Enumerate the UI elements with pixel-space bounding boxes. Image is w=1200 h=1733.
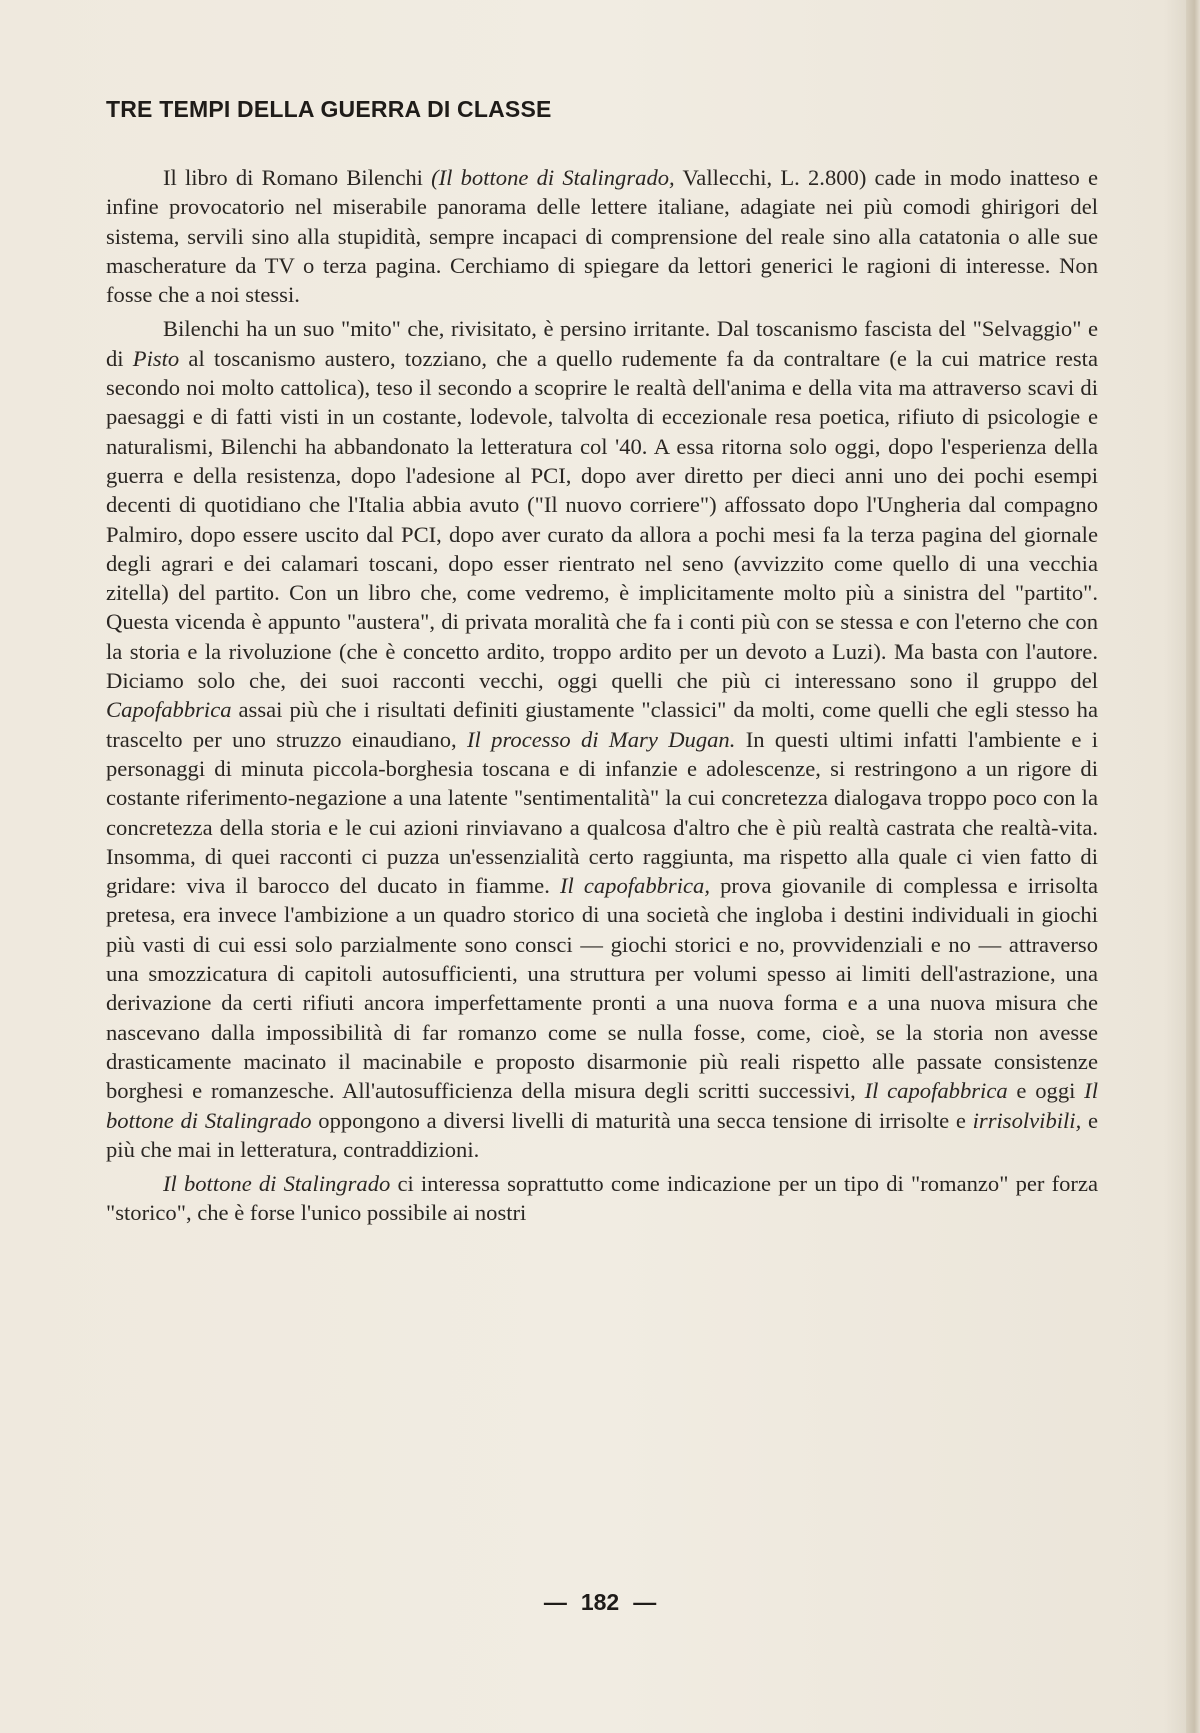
text-run: prova giovanile di complessa e irrisolta pretesa, era invece l'ambizione a un quadro storico di una società che ingloba i destini individuali in giochi più vasti di cui essi solo parzialmente sono consci — giochi storici e no, provvidenziali e no — attraverso una smozzicatura di capitoli autosufficienti, una struttura per volumi spesso ai limiti dell'astrazione, una derivazione da certi rifiuti ancora imperfettamente pronti a una nuova forma e a una nuova misura che nascevano dalla impossibilità di far romanzo come se nulla fosse, come, cioè, se la storia non avesse drasticamente macinato il macinabile e proposto disarmonie più reali rispetto alle passate consistenze borghesi e romanzesche. All'autosufficienza della misura degli scritti successivi, — [106, 873, 1099, 1104]
paragraph — [106, 1169, 1098, 1228]
italic-text-run: Capofabbrica — [106, 697, 232, 723]
text-run: al toscanismo austero, tozziano, che a quello rudemente fa da contraltare (e la cui matrice resta secondo noi molto cattolica), teso il secondo a scoprire le realtà dell'anima e della vita ma attraverso scavi di paesaggi e di fatti visti in un costante, lodevole, talvolta di eccezionale resa poetica, rifiuto di psicologie e naturalismi, Bilenchi ha abbandonato la letteratura col '40. A essa ritorna solo oggi, dopo l'esperienza della guerra e della resistenza, dopo l'adesione al PCI, dopo aver diretto per dieci anni uno dei pochi esempi decenti di quotidiano che l'Italia abbia avuto ("Il nuovo corriere") affossato dopo l'Ungheria dal compagno Palmiro, dopo essere uscito dal PCI, dopo aver curato da allora a pochi mesi fa la terza pagina del giornale degli agrari e dei calamari toscani, dopo esser rientrato nel seno (avvizzito come quello di una vecchia zitella) del partito. Con un libro che, come vedremo, è implicitamente molto più a sinistra del "partito". Questa vicenda è appunto "austera", di privata moralità che fa i conti più con se stessa e con l'eterno che con la storia e la rivoluzione (che è concetto ardito, troppo ardito per un devoto a Luzi). Ma basta con l'autore. Diciamo solo che, dei suoi racconti vecchi, oggi quelli che più ci interessano sono il gruppo del — [106, 345, 1098, 694]
page-number-dash-right: — — [633, 1589, 657, 1615]
text-run: e più che mai in letteratura, contraddizioni. — [106, 1107, 1099, 1162]
text-run: assai più che i risultati definiti giustamente "classici" da molti, come quelli che egli stesso ha trascelto per uno struzzo einaudiano, — [106, 697, 1098, 752]
text-run: e oggi — [1007, 1078, 1085, 1104]
page-number-dash-left: — — [543, 1589, 567, 1615]
italic-text-run: Il capofabbrica, — [559, 873, 710, 899]
article-title: TRE TEMPI DELLA GUERRA DI CLASSE — [106, 96, 552, 122]
article — [106, 96, 1098, 1228]
page-footer — [0, 1589, 1200, 1616]
italic-text-run: Il capofabbrica — [864, 1078, 1008, 1104]
italic-text-run: Il bottone di Stalingrado — [106, 1078, 1098, 1133]
text-run: ci interessa soprattutto come indicazione per un tipo di "romanzo" per forza "storico", che è forse l'unico possibile ai nostri — [106, 1171, 1098, 1226]
text-run: In questi ultimi infatti l'ambiente e i personaggi di minuta piccola-borghesia toscana e di infanzie e adolescenze, si restringono a un rigore di costante riferimento-negazione a una latente "sentimentalità" la cui concretezza dialogava troppo poco con la concretezza della storia e le cui azioni rinviavano a qualcosa d'altro che è più realtà castrata che realtà-vita. Insomma, di quei racconti ci puzza un'essenzialità certo raggiunta, ma rispetto alla quale ci vien fatto di gridare: viva il barocco del ducato in fiamme. — [106, 726, 1098, 899]
italic-text-run: (Il bottone di Stalingrado, — [431, 165, 675, 190]
italic-text-run: Pisto — [132, 345, 180, 371]
page-number: 182 — [580, 1589, 620, 1615]
italic-text-run: irrisolvibili, — [972, 1107, 1082, 1133]
paragraph — [106, 314, 1098, 1164]
text-run: oppongono a diversi livelli di maturità una secca tensione di irrisolte e — [311, 1107, 973, 1133]
text-run: Vallecchi, L. 2.800) cade in modo inatteso e infine provocatorio nel miserabile panorama delle lettere italiane, adagiate nei più comodi ghirigori del sistema, servili sino alla stupidità, sempre incapaci di comprensione del reale sino alla catatonia o alle sue mascherature da TV o terza pagina. Cerchiamo di spiegare da lettori generici le ragioni di interesse. Non fosse che a noi stessi. — [106, 165, 1099, 308]
italic-text-run: Il processo di Mary Dugan. — [467, 726, 736, 752]
text-run: Bilenchi ha un suo "mito" che, rivisitato, è persino irritante. Dal toscanismo fascista del "Selvaggio" e di — [106, 316, 1098, 371]
text-run: Il libro di Romano Bilenchi — [163, 165, 432, 190]
page-edge — [1186, 0, 1200, 1733]
paragraph — [106, 163, 1098, 309]
italic-text-run: Il bottone di Stalingrado — [163, 1171, 391, 1197]
